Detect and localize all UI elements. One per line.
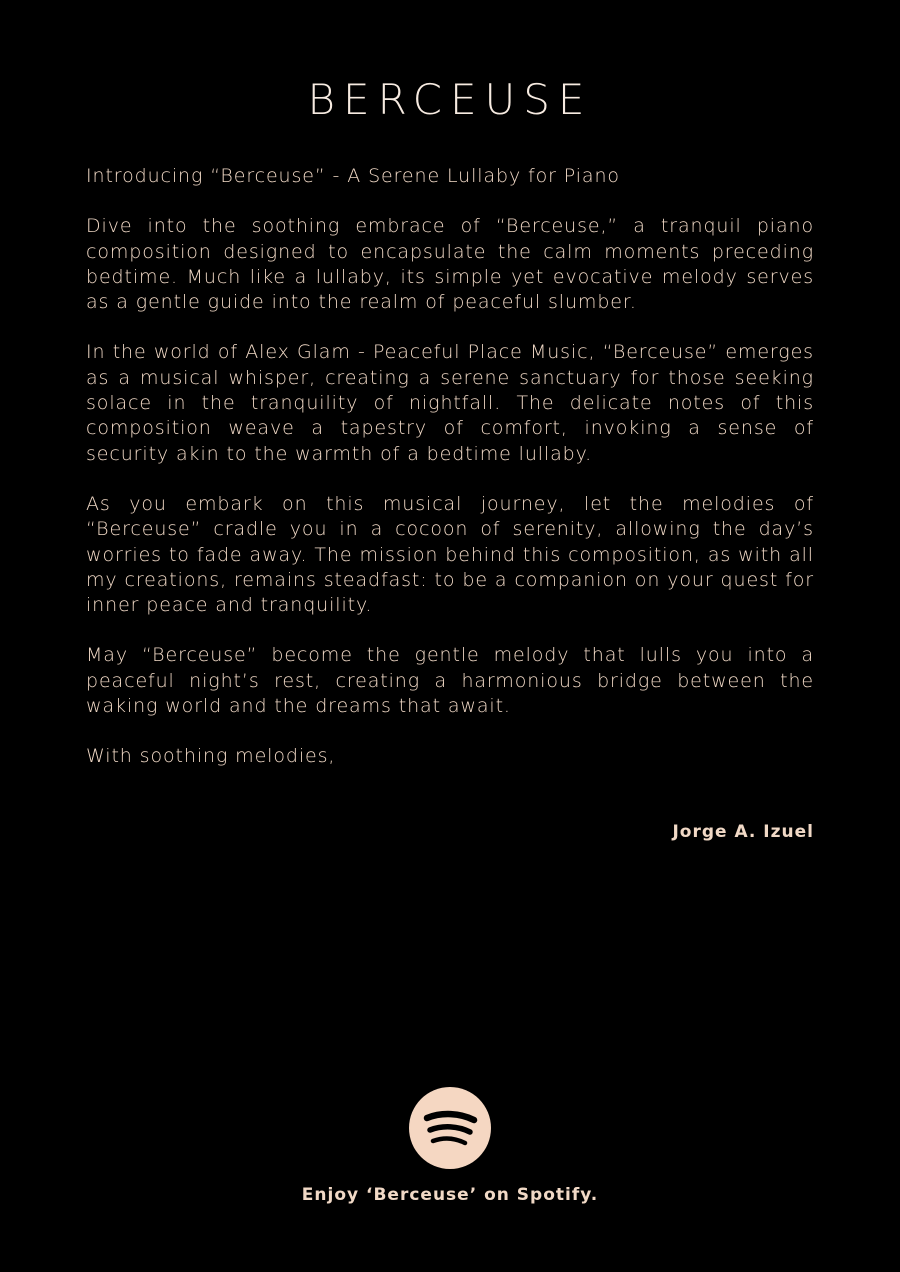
body-paragraph-1: Dive into the soothing embrace of “Berceuse,” a tranquil piano composition designed to encapsulate the calm moments preceding bedtime. Much like a lullaby, its simple yet evocative melody serves as a gentle guide into the realm of peaceful slumber. (86, 215, 814, 314)
intro-line: Introducing “Berceuse” - A Serene Lullaby for Piano (86, 165, 620, 187)
body-paragraph-3: As you embark on this musical journey, let the melodies of “Berceuse” cradle you in a cocoon of serenity, allowing the day’s worries to fade away. The mission behind this composition, as with all my creations, remains steadfast: to be a companion on your quest for inner peace and tranquility. (86, 492, 814, 617)
spotify-icon[interactable] (409, 1087, 491, 1169)
signature: Jorge A. Izuel (672, 822, 814, 842)
closing-line: With soothing melodies, (86, 745, 336, 768)
spotify-cta-link[interactable]: Enjoy ‘Berceuse’ on Spotify. (301, 1185, 599, 1205)
document-body (86, 164, 814, 795)
page-title: BERCEUSE (307, 75, 593, 124)
body-paragraph-2: In the world of Alex Glam - Peaceful Place Music, “Berceuse” emerges as a musical whisper, creating a serene sanctuary for those seeking solace in the tranquility of nightfall. The delicate notes of this composition weave a tapestry of comfort, invoking a sense of security akin to the warmth of a bedtime lullaby. (86, 341, 814, 465)
body-paragraph-4: May “Berceuse” become the gentle melody that lulls you into a peaceful night’s rest, creating a harmonious bridge between the waking world and the dreams that await. (86, 644, 814, 718)
